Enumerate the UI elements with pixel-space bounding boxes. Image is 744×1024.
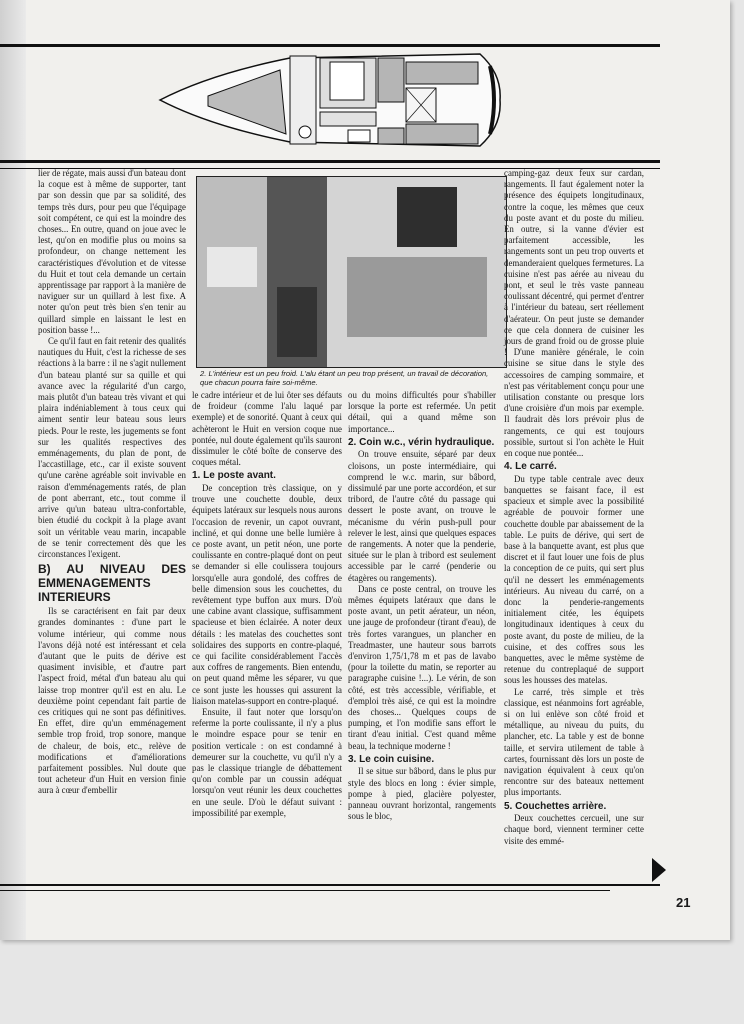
boat-plan-illustration — [150, 44, 510, 156]
paragraph: Le carré, très simple et très classique, est néanmoins fort agréable, si on lui enlève son côté froid et métallique, au niveau du puits, du plancher, etc. La table y est de bonne taille, et servira utilement de table à cartes, fournissant dès lors un poste de navigation équivalent à ceux qu'on rencontre sur des bateaux nettement plus importants. — [504, 686, 644, 798]
subheading: 4. Le carré. — [504, 461, 557, 473]
page-spine — [0, 0, 26, 940]
bottom-thin-rule — [0, 890, 610, 891]
section-heading: B) AU NIVEAU DES EMMENAGEMENTS INTERIEURS — [38, 562, 186, 605]
continue-arrow-icon — [652, 858, 666, 882]
paragraph: Ensuite, il faut noter que lorsqu'on referme la porte coulissante, il n'y a plus le moindre espace pour se tenir en position verticale : on est condamné à demeurer sur la couchette, vu qu'il n'y a pas le classique triangle de débattement qu'on comble par un coussin adéquat lorsqu'on veut réunir les deux couchettes en une seule. D'où le défaut suivant : impossibilité par exemple, — [192, 706, 342, 818]
page-number: 21 — [676, 895, 691, 910]
photo-caption: 2. L'intérieur est un peu froid. L'alu étant un peu trop présent, un travail de décoration, que chacun pourra faire soi-même. — [200, 369, 489, 387]
interior-photo — [196, 176, 507, 368]
paragraph: lier de régate, mais aussi d'un bateau dont la coque est à même de supporter, tant par son dessin que par sa solidité, des temps très durs, pour peu que l'équipage soit compétent, ce qui est la moindre des choses... En outre, quand on joue avec le lest, qu'on en modifie plus ou moins sa profondeur, on change nettement les caractéristiques d'évolution et de vitesse du Huit et tout cela demande un certain apprentissage par rapport à la manière de naviguer sur un quillard à lest fixe. A noter qu'on peut très bien s'en tenir au quillard simple en laissant le lest en position basse !... — [38, 168, 186, 335]
paragraph: le cadre intérieur et de lui ôter ses défauts de froideur (comme l'alu laqué par exemple) et de sonorité. Quant à ceux qui achèteront le Huit en version coque nue pontée, nul doute également qu'ils sauront dissimuler le côté boîte de conserve des coques métal. — [192, 390, 342, 468]
upper-rule — [0, 160, 660, 163]
column-3 — [348, 390, 496, 822]
paragraph: Ils se caractérisent en fait par deux grandes dominantes : d'une part le volume intérieur, qui comme nous l'avons déjà noté est intéressant et cela d'autant que le puits de dérive est quasiment invisible, et d'autre part l'aspect froid, métal d'un bateau alu qui laisse trop montrer qu'il est en alu. Le deuxième point cependant fait partie de ces critiques qui ne sont pas définitives. En effet, dire qu'un emménagement semble trop froid, trop sonore, manque de chaleur, de bois, etc., relève de modifications et d'améliorations parfaitement possibles. Nul doute que tout acheteur d'un Huit en version finie aura à cœur d'embellir — [38, 606, 186, 796]
paragraph: Deux couchettes cercueil, une sur chaque bord, viennent terminer cette visite des emmé- — [504, 813, 644, 846]
paragraph: Il se situe sur bâbord, dans le plus pur style des blocs en long : évier simple, pompe à pied, glacière polyester, panneau ouvrant horizontal, rangements sous le bloc, — [348, 766, 496, 822]
column-2 — [192, 390, 342, 819]
column-1 — [38, 168, 186, 797]
subheading: 3. Le coin cuisine. — [348, 753, 435, 765]
paragraph: On trouve ensuite, séparé par deux cloisons, un poste intermédiaire, qui comprend le w.c. marin, sur bâbord, dissimulé par une porte accordéon, et sur tribord, de l'autre côté du passage qui dessert le poste avant, on trouve le mécanisme du vérin push-pull pour relever le lest, ainsi que quelques espaces de rangements. A noter que la penderie, située sur le plan à tribord est seulement accessible par le carré (penderie ou étagères ou rangements). — [348, 449, 496, 583]
column-4 — [504, 168, 644, 847]
bottom-rule — [0, 884, 660, 886]
paragraph: Du type table centrale avec deux banquettes se faisant face, il est spacieux et simple avec la possibilité agréable de pouvoir former une couchette double par abaissement de la table. Le puits de dérive, qui sert de base à la banquette avant, est plus que discret et il faut louer une fois de plus la conception de ce puits, qui sert plus qu'il ne dessert les emménagements intérieurs. Au niveau du carré, on a donc la penderie-rangements initialement citée, les équipets longitudinaux identiques à ceux du poste avant, du poste de milieu, de la cuisine, et des coffres sous les banquettes, avec le même système de retenue du contreplaqué de support sous les housses des matelas. — [504, 473, 644, 686]
subheading: 1. Le poste avant. — [192, 470, 276, 482]
subheading: 2. Coin w.c., vérin hydraulique. — [348, 436, 495, 448]
paragraph: Ce qu'il faut en fait retenir des qualités nautiques du Huit, c'est la richesse de ses réactions à la barre : il ne s'agit nullement d'un bateau planté sur sa quille et qui avance avec la régularité d'un cargo, mais plutôt d'un bateau très vivant et qui plaira indéniablement à tous ceux qui aiment sentir leur bateau sous leurs pieds. Pour le reste, les jugements se font sur les qualités respectives des emménagements, du plan de pont, de l'accastillage, etc., car il existe souvent qu'une carène agréable soit invivable en raison d'emménagements ratés, de plan de pont aberrant, etc., tout comme il arrive qu'un bateau ultra-confortable, bien étudié du cockpit à la plage avant soit un véritable veau marin, incapable de se tenir correctement dès que les circonstances l'exigent. — [38, 336, 186, 559]
paragraph: ou du moins difficultés pour s'habiller lorsque la porte est refermée. Un petit détail, qui a quand même son importance... — [348, 390, 496, 434]
paragraph: De conception très classique, on y trouve une couchette double, deux équipets latéraux sur lesquels nous aurons l'occasion de revenir, un capot ouvrant, incliné, et qui donne une belle lumière à ce poste avant, un petit néon, une porte coulissante en contre-plaqué dont on peut se demander si elle coulissera toujours lorsqu'elle aura gondolé, des coffres de belle dimension sous les couchettes, du revêtement type buffon aux murs. D'où une cabine avant classique, suffisamment spacieuse et bien éclairée. A noter deux détails : les matelas des couchettes sont solidaires des supports en contre-plaqué, ce qui facilite considérablement l'accès aux coffres de rangements. Bien entendu, on peut quand même les séparer, vu que ce sont juste les housses qui assurent la liaison matelas-support en contre-plaqué. — [192, 482, 342, 706]
paragraph: Dans ce poste central, on trouve les mêmes équipets latéraux que dans le poste avant, un petit aérateur, un néon, une jauge de profondeur (tirant d'eau), de très fortes varangues, un plancher en Treadmaster, une hauteur sous barrots d'environ 1,75/1,78 m et pas de lavabo (pour la toilette du matin, se reporter au paragraphe cuisine !...). Le vérin, de son côté, est très accessible, vérifiable, et d'emploi très aisé, ce qui est la moindre des choses... Quelques coups de pumping, et l'on modifie sans effort le tirant d'eau initial. C'est quand même beau, la technique moderne ! — [348, 583, 496, 751]
paragraph: camping-gaz deux feux sur cardan, rangements. Il faut également noter la présence des équipets longitudinaux, contre la coque, les mêmes que ceux du poste avant et du poste du milieu. En outre, si la vanne d'évier est parfaitement accessible, les rangements sont un peu trop ouverts et demanderaient quelques fermetures. La cuisine n'est pas aérée au niveau du pont, et seul le très vaste panneau coulissant décentré, qui permet d'entrer à l'intérieur du bateau, sert réellement d'aérateur. On peut juste se demander ce que cela donnera de cuisiner les jours de grand froid ou de grosse pluie ! D'une manière générale, le coin cuisine se situe dans le style des accessoires de camping sommaire, et n'est pas véritablement conçu pour une utilisation constante ou presque lors d'une croisière d'un mois par exemple. Il faudrait dès lors prévoir plus de rangements, ce qui est toujours possible, surtout si l'on achète le Huit en coque nue pontée... — [504, 168, 644, 459]
subheading: 5. Couchettes arrière. — [504, 800, 607, 812]
